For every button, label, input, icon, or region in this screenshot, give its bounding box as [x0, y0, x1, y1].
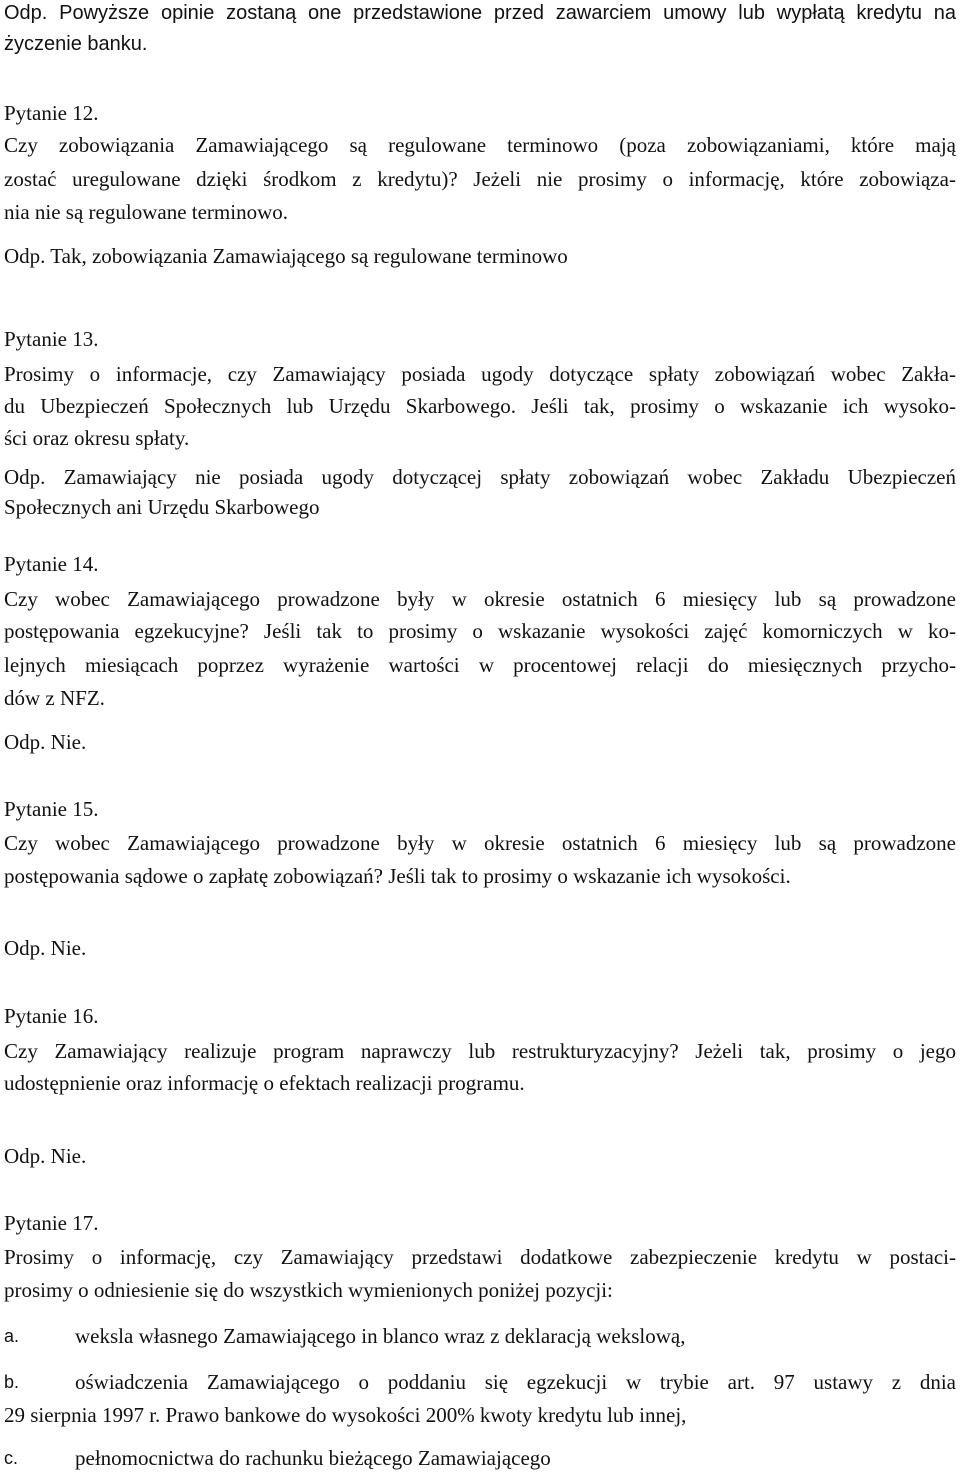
q17-item-b-text-line-2: 29 sierpnia 1997 r. Prawo bankowe do wysokości 200% kwoty kredytu lub innej,	[4, 1403, 687, 1427]
q14-question-line-2: postępowania egzekucyjne? Jeśli tak to prosimy o wskazanie wysokości zajęć komorniczych w ko-	[4, 619, 956, 643]
q15-question-line-1: Czy wobec Zamawiającego prowadzone były w okresie ostatnich 6 miesięcy lub są prowadzone	[4, 831, 956, 855]
q14-heading: Pytanie 14.	[4, 552, 99, 576]
q13-answer-line-2: Społecznych ani Urzędu Skarbowego	[4, 495, 320, 519]
q16-heading: Pytanie 16.	[4, 1004, 99, 1028]
q13-question-line-3: ści oraz okresu spłaty.	[4, 426, 190, 450]
q15-question-line-2: postępowania sądowe o zapłatę zobowiązań? Jeśli tak to prosimy o wskazanie ich wysokości.	[4, 864, 791, 888]
q16-question-line-2: udostępnienie oraz informację o efektach realizacji programu.	[4, 1071, 525, 1095]
intro-line-2: życzenie banku.	[4, 33, 148, 55]
q13-question-line-1: Prosimy o informacje, czy Zamawiający posiada ugody dotyczące spłaty zobowiązań wobec Zakła-	[4, 362, 956, 386]
q12-question-line-2: zostać uregulowane dzięki środkom z kredytu)? Jeżeli nie prosimy o informację, które zobowiąza-	[4, 167, 956, 191]
q17-heading: Pytanie 17.	[4, 1211, 99, 1235]
q17-question-line-2: prosimy o odniesienie się do wszystkich wymienionych poniżej pozycji:	[4, 1278, 613, 1302]
q16-question-line-1: Czy Zamawiający realizuje program naprawczy lub restrukturyzacyjny? Jeżeli tak, prosimy o jego	[4, 1039, 956, 1063]
q17-item-b-text-line-1: oświadczenia Zamawiającego o poddaniu się egzekucji w trybie art. 97 ustawy z dnia	[75, 1370, 956, 1394]
q17-item-b-label: b.	[4, 1372, 20, 1392]
q13-question-line-2: du Ubezpieczeń Społecznych lub Urzędu Skarbowego. Jeśli tak, prosimy o wskazanie ich wysoko-	[4, 394, 956, 418]
q13-heading: Pytanie 13.	[4, 327, 99, 351]
intro-line-1: Odp. Powyższe opinie zostaną one przedstawione przed zawarciem umowy lub wypłatą kredytu na	[4, 2, 956, 24]
q12-question-line-1: Czy zobowiązania Zamawiającego są regulowane terminowo (poza zobowiązaniami, które mają	[4, 133, 956, 157]
q17-item-c-text: pełnomocnictwa do rachunku bieżącego Zamawiającego	[75, 1446, 551, 1470]
q14-answer: Odp. Nie.	[4, 730, 87, 754]
q17-question-line-1: Prosimy o informację, czy Zamawiający przedstawi dodatkowe zabezpieczenie kredytu w postaci-	[4, 1245, 956, 1269]
q14-question-line-4: dów z NFZ.	[4, 686, 105, 710]
q14-question-line-1: Czy wobec Zamawiającego prowadzone były w okresie ostatnich 6 miesięcy lub są prowadzone	[4, 587, 956, 611]
q17-item-a-label: a.	[4, 1326, 20, 1346]
q13-answer-line-1: Odp. Zamawiający nie posiada ugody dotyczącej spłaty zobowiązań wobec Zakładu Ubezpieczeń	[4, 465, 956, 489]
q17-item-c-label: c.	[4, 1448, 19, 1468]
q17-item-a-text: weksla własnego Zamawiającego in blanco wraz z deklaracją wekslową,	[75, 1324, 686, 1348]
q12-question-line-3: nia nie są regulowane terminowo.	[4, 200, 288, 224]
q14-question-line-3: lejnych miesiącach poprzez wyrażenie wartości w procentowej relacji do miesięcznych przycho-	[4, 653, 956, 677]
q15-answer: Odp. Nie.	[4, 936, 87, 960]
q16-answer: Odp. Nie.	[4, 1144, 87, 1168]
q12-heading: Pytanie 12.	[4, 101, 99, 125]
q12-answer: Odp. Tak, zobowiązania Zamawiającego są regulowane terminowo	[4, 244, 568, 268]
q15-heading: Pytanie 15.	[4, 797, 99, 821]
